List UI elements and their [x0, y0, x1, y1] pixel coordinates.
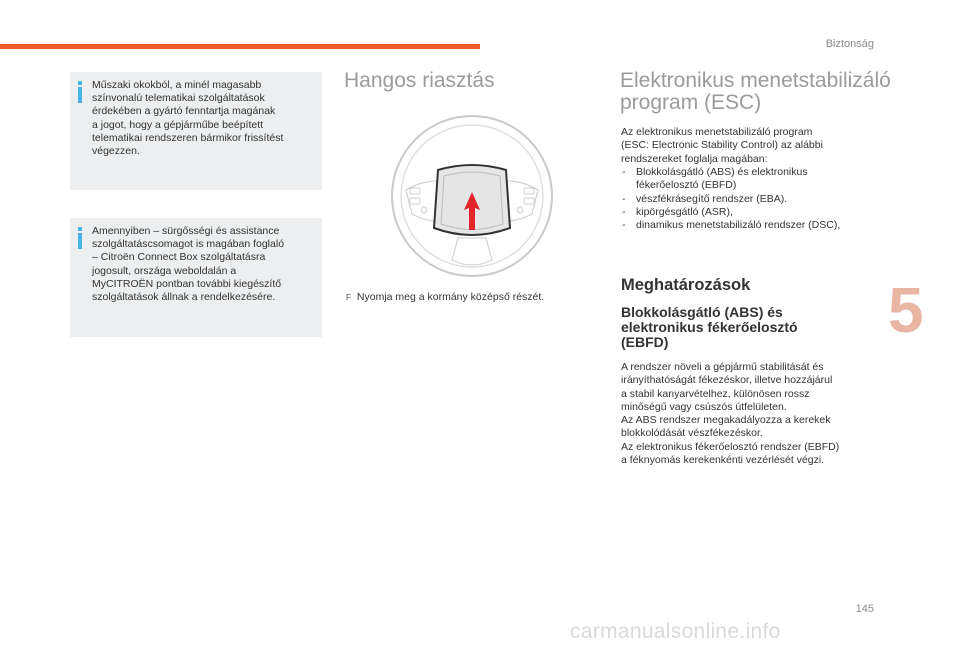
info-box-telematics [70, 72, 322, 190]
info-box-text: Műszaki okokból, a minél magasabb színvonalú telematikai szolgáltatások érdekében a gyártó fenntartja magának a jogot, hogy a gépjárműbe beépített telematikai rendszeren bármikor frissítést végezzen. [92, 79, 284, 158]
header-accent-bar [0, 44, 480, 49]
esc-intro: Az elektronikus menetstabilizáló program (ESC: Electronic Stability Control) az alábbi rendszereket foglalja magában: [621, 126, 823, 165]
abs-heading: Blokkolásgátló (ABS) és elektronikus fékerőelosztó (EBFD) [621, 304, 798, 350]
list-item: - dinamikus menetstabilizáló rendszer (DSC), [621, 219, 891, 232]
list-item: - kipörgésgátló (ASR), [621, 206, 891, 219]
horn-heading: Hangos riasztás [344, 69, 495, 92]
list-item: - vészfékrásegítő rendszer (EBA). [621, 193, 891, 206]
abs-description: A rendszer növeli a gépjármű stabilitását és irányíthatóságát fékezéskor, illetve hozzájárul a stabil kanyarvételhez, különösen rossz minőségű vagy csúszós útfelületen. Az ABS rendszer megakadályozza a kerekek blokkolódását vészfékezéskor. Az elektronikus fékerőelosztó rendszer (EBFD) a féknyomás kerekenkénti vezérlését végzi. [621, 361, 840, 467]
watermark: carmanualsonline.info [570, 620, 781, 643]
list-item: - Blokkolásgátló (ABS) és elektronikus fékerőelosztó (EBFD) [621, 166, 891, 193]
steering-wheel-illustration [386, 110, 558, 282]
horn-instruction [346, 291, 544, 303]
instruction-text: Nyomja meg a kormány középső részét. [356, 291, 545, 303]
info-icon [78, 227, 82, 249]
page-number: 145 [855, 603, 874, 615]
info-icon [78, 81, 82, 103]
esc-heading: Elektronikus menetstabilizáló program (ESC) [620, 69, 891, 114]
esc-system-list [621, 166, 891, 232]
section-label: Biztonság [825, 38, 874, 50]
info-box-text: Amennyiben – sürgősségi és assistance szolgáltatáscsomagot is magában foglaló – Citroën Connect Box szolgáltatásra jogosult, országa weboldalán a MyCITROËN pontban további kiegészítő szolgáltatások állnak a rendelkezésére. [92, 225, 285, 304]
info-box-connect-box [70, 218, 322, 337]
instruction-marker-icon: F [346, 293, 351, 302]
chapter-number: 5 [888, 274, 924, 346]
definitions-heading: Meghatározások [621, 276, 751, 294]
